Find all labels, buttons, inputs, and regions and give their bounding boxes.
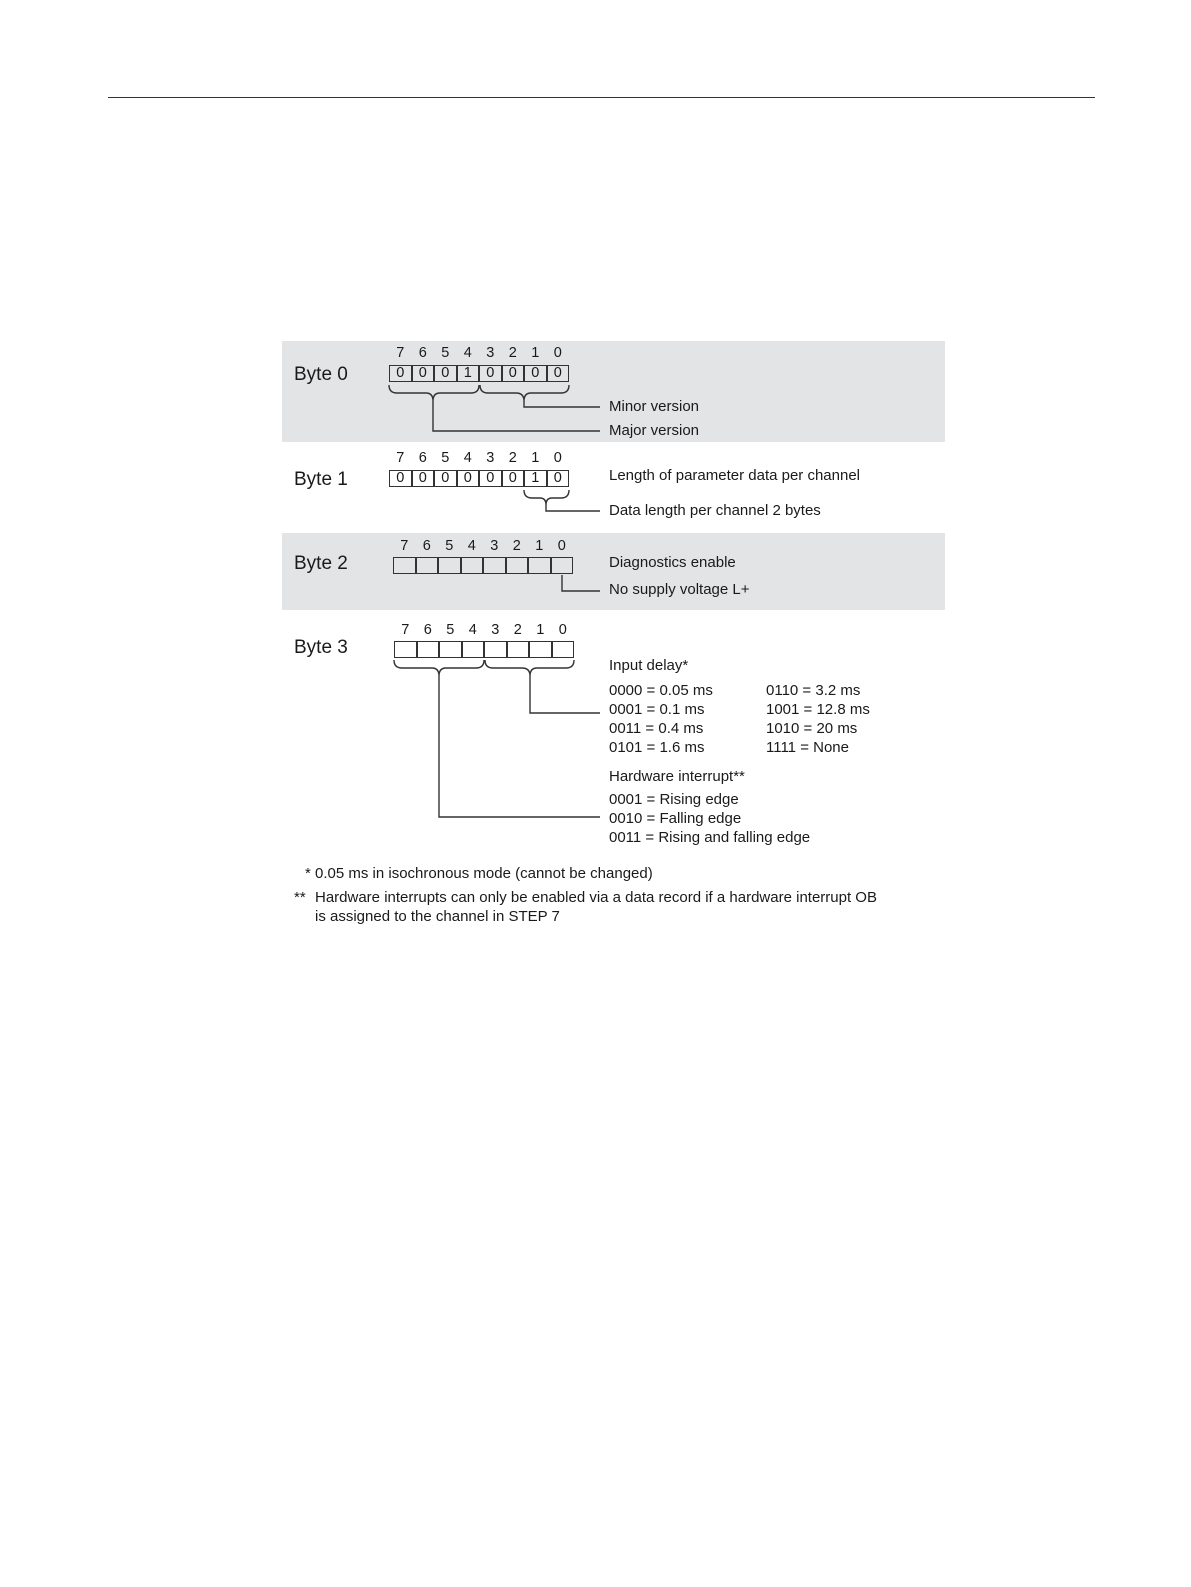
hardware-interrupt-title: Hardware interrupt**	[609, 768, 745, 785]
bit-number: 2	[512, 538, 521, 554]
bit-cell: 0	[412, 470, 435, 487]
byte0-brace-major	[389, 385, 479, 401]
major-version-label: Major version	[609, 422, 700, 439]
bit-number: 3	[491, 622, 500, 638]
byte0-brace-minor	[480, 385, 569, 401]
bit-cell: 0	[502, 365, 525, 382]
bit-number: 4	[463, 450, 472, 466]
data-length-label: Data length per channel 2 bytes	[609, 502, 821, 519]
byte1-brace	[524, 490, 569, 505]
byte3-brace-hw	[394, 660, 484, 676]
byte0-minor-line	[524, 401, 600, 407]
bit-cell: 0	[502, 470, 525, 487]
bit-cell: 0	[389, 365, 412, 382]
bit-number: 0	[553, 345, 562, 361]
bit-number: 5	[441, 450, 450, 466]
bit-number: 7	[396, 450, 405, 466]
input-delay-option: 1111 = None	[766, 739, 849, 756]
byte1-label: Byte 1	[294, 469, 348, 490]
input-delay-option: 0011 = 0.4 ms	[609, 720, 704, 737]
bit-number: 2	[508, 450, 517, 466]
bit-cell: 0	[524, 365, 547, 382]
bit-number: 4	[468, 622, 477, 638]
bit-number: 3	[490, 538, 499, 554]
bit-number: 7	[396, 345, 405, 361]
input-delay-option: 1001 = 12.8 ms	[766, 701, 870, 718]
bit-number: 0	[557, 538, 566, 554]
bit-number: 5	[441, 345, 450, 361]
byte3-hw-line	[439, 676, 600, 817]
bit-number: 2	[513, 622, 522, 638]
bit-cell: 0	[547, 470, 570, 487]
byte3-delay-line	[530, 676, 600, 713]
bit-number: 1	[531, 450, 540, 466]
hardware-interrupt-option: 0010 = Falling edge	[609, 810, 742, 827]
footnote-marker: **	[294, 889, 306, 906]
bit-cell: 0	[547, 365, 570, 382]
bit-number: 6	[418, 450, 427, 466]
footnote-isochronous: * 0.05 ms in isochronous mode (cannot be changed)	[305, 865, 653, 882]
hardware-interrupt-option: 0001 = Rising edge	[609, 791, 739, 808]
bit-number: 3	[486, 450, 495, 466]
bit-number: 1	[531, 345, 540, 361]
bit-cell: 0	[434, 365, 457, 382]
bit-cell: 0	[457, 470, 480, 487]
byte3-brace-delay	[485, 660, 574, 676]
bit-cell: 0	[434, 470, 457, 487]
hardware-interrupt-option: 0011 = Rising and falling edge	[609, 829, 811, 846]
bit-number: 0	[558, 622, 567, 638]
footnote-hw-interrupt-line2: is assigned to the channel in STEP 7	[315, 908, 560, 925]
bit-number: 0	[553, 450, 562, 466]
bit-number: 6	[418, 345, 427, 361]
no-supply-voltage-label: No supply voltage L+	[609, 581, 750, 598]
bit-cell: 0	[389, 470, 412, 487]
bit-number: 4	[467, 538, 476, 554]
byte0-label: Byte 0	[294, 364, 348, 385]
byte1-line	[546, 505, 600, 511]
bit-number: 3	[486, 345, 495, 361]
bit-cell: 1	[457, 365, 480, 382]
byte0-major-line	[433, 401, 600, 431]
input-delay-option: 0110 = 3.2 ms	[766, 682, 861, 699]
footnote-hw-interrupt-line1: Hardware interrupts can only be enabled via a data record if a hardware interrupt OB	[315, 889, 877, 906]
param-length-label: Length of parameter data per channel	[609, 467, 861, 484]
bit-number: 1	[536, 622, 545, 638]
bit-number: 6	[423, 622, 432, 638]
bit-number: 4	[463, 345, 472, 361]
byte2-line	[562, 575, 600, 591]
bit-number: 1	[535, 538, 544, 554]
bit-number: 2	[508, 345, 517, 361]
bit-number: 5	[445, 538, 454, 554]
bit-cell: 0	[479, 365, 502, 382]
bit-number: 7	[400, 538, 409, 554]
byte3-label: Byte 3	[294, 637, 348, 658]
input-delay-option: 0000 = 0.05 ms	[609, 682, 713, 699]
minor-version-label: Minor version	[609, 398, 700, 415]
input-delay-option: 0101 = 1.6 ms	[609, 739, 705, 756]
bit-number: 7	[401, 622, 410, 638]
input-delay-title: Input delay*	[609, 657, 689, 674]
bit-cell: 0	[412, 365, 435, 382]
input-delay-option: 1010 = 20 ms	[766, 720, 858, 737]
bit-cell: 0	[479, 470, 502, 487]
bit-cell: 1	[524, 470, 547, 487]
byte2-label: Byte 2	[294, 553, 348, 574]
bit-number: 5	[446, 622, 455, 638]
input-delay-option: 0001 = 0.1 ms	[609, 701, 705, 718]
bit-number: 6	[422, 538, 431, 554]
diagnostics-enable-label: Diagnostics enable	[609, 554, 736, 571]
